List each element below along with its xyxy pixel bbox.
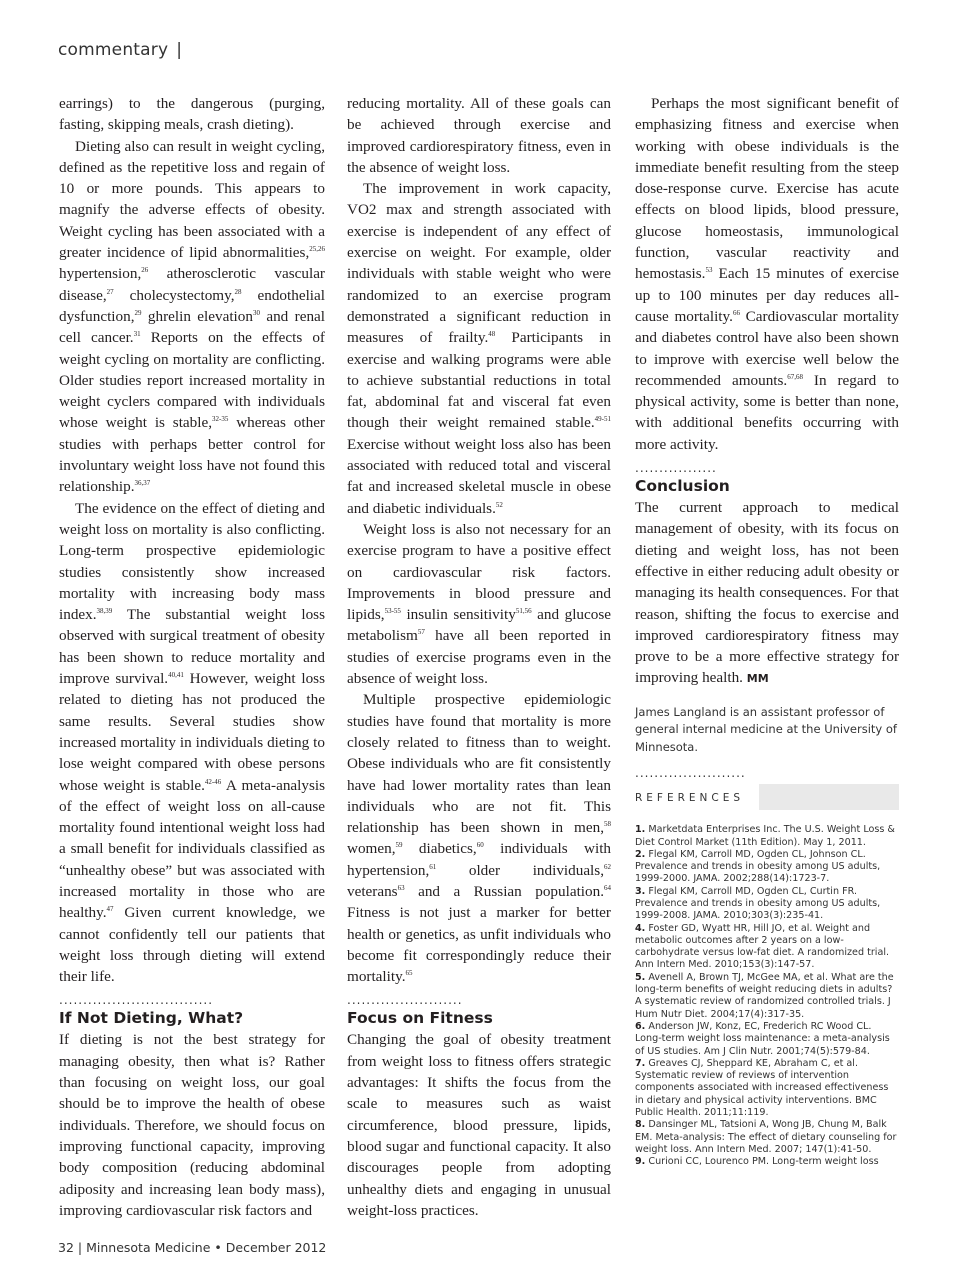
section-heading: Focus on Fitness <box>347 1009 493 1028</box>
paragraph: If dieting is not the best strategy for managing obesity, then what is? Rather than focusing on weight loss, our goal should be to improve the health of obese individuals. Therefore, we should focus on improving functional capacity, improving body composition (reducing abdominal adiposity and increasing lean body mass), improving cardiovascular risk factors and <box>59 1031 325 1219</box>
citation: 65 <box>405 969 413 978</box>
citation: 40,41 <box>168 671 184 680</box>
reference-text: Anderson JW, Konz, EC, Frederich RC Wood CL. Long-term weight loss maintenance: a meta-analysis of US studies. Am J Clin Nutr. 2001;74(5):579-84. <box>635 1020 890 1057</box>
reference-item <box>635 824 899 849</box>
citation: 58 <box>604 820 611 829</box>
footer-bullet: • <box>214 1240 222 1255</box>
reference-item <box>635 1058 899 1119</box>
citation: 67,68 <box>787 372 803 381</box>
citation: 61 <box>429 862 437 871</box>
column-3 <box>635 93 899 1169</box>
citation: 53-55 <box>384 607 401 616</box>
citation: 27 <box>106 287 114 296</box>
page-number: 32 <box>58 1240 74 1255</box>
page-header <box>58 40 182 60</box>
reference-number: 7. <box>635 1057 646 1069</box>
reference-item <box>635 1021 899 1058</box>
section-label: commentary <box>58 40 169 60</box>
reference-number: 1. <box>635 824 646 836</box>
citation: 48 <box>488 330 496 339</box>
citation: 57 <box>417 628 425 637</box>
citation: 30 <box>252 308 260 317</box>
paragraph: The evidence on the effect of dieting and weight loss on mortality is also conflicting. Long-term prospective epidemiologic studies consistently show increased mortality with increasing body mass index.$^{38,39}$ The substantial weight loss observed with surgical treatment of obesity has been shown to reduce mortality and improve survival.$^{40,41}$ However, weight loss related to dieting has not produced the same results. Several studies show increased mortality in individuals dieting to lose weight compared with obese persons whose weight is stable.$^{42-46}$ A meta-analysis of the effect of weight loss on all-cause mortality found intentional weight loss had a small benefit for individuals classified as “unhealthy obese” but was associated with increased mortality in those who are healthy.$^{47}$ Given current knowledge, we cannot confidently tell our patients that weight loss through dieting will extend their life. <box>59 499 326 986</box>
citation: 53 <box>705 266 713 275</box>
paragraph: The improvement in work capacity, VO2 max and strength associated with exercise is independent of any effect of exercise on weight. For example, older individuals with stable weight who were randomized to an exercise program demonstrated a significant reduction in measures of frailty.$^{48}$ Participants in exercise and walking programs were able to achieve substantial reductions in total fat, abdominal fat and visceral fat even though their weight remained stable.$^{49-51}$ Exercise without weight loss also has been associated with reduced total and visceral fat and increased skeletal muscle in obese and diabetic individuals.$^{52}$ <box>347 180 611 517</box>
citation: 36,37 <box>134 479 151 488</box>
reference-text: Flegal KM, Carroll MD, Ogden CL, Johnson CL. Prevalence and trends in obesity among US adults, 1999-2000. JAMA. 2002;288(14):1723-7. <box>635 848 881 885</box>
reference-text: Greaves CJ, Sheppard KE, Abraham C, et al. Systematic review of reviews of intervention components associated with increased effectiveness in dietary and physical activity interventions. BMC Public Health. 2011;11:119. <box>635 1057 889 1119</box>
column-1 <box>59 93 325 1221</box>
citation: 52 <box>495 500 503 509</box>
citation: 47 <box>106 905 114 914</box>
references-label: REFERENCES <box>635 784 759 810</box>
header-separator: | <box>176 40 183 60</box>
reference-text: Flegal KM, Carroll MD, Ogden CL, Curtin FR. Prevalence and trends in obesity among US adults, 1999-2008. JAMA. 2010;303(3):235-41. <box>635 885 881 922</box>
end-mark: MM <box>746 672 769 686</box>
citation: 63 <box>397 883 405 892</box>
paragraph: reducing mortality. All of these goals can be achieved through exercise and improved cardiorespiratory fitness, even in the absence of weight loss. <box>347 95 611 176</box>
author-bio: James Langland is an assistant professor of general internal medicine at the University of Minnesota. <box>635 704 897 754</box>
paragraph: The current approach to medical management of obesity, with its focus on dieting and weight loss, has not been effective in either reducing adult obesity or managing its health consequences. For that reason, shifting the focus to exercise and improved cardiorespiratory fitness may prove to be a more effective strategy for improving health. MM <box>635 499 899 687</box>
reference-item <box>635 923 899 972</box>
citation: 25,26 <box>309 245 325 254</box>
paragraph: Perhaps the most significant benefit of emphasizing fitness and exercise when working with obese individuals is the immediate benefit resulting from the steep dose-response curve. Exercise has acute effects on blood lipids, blood pressure, glucose homeostasis, immunological function, vascular reactivity and hemostasis.$^{53}$ Each 15 minutes of exercise up to 100 minutes per day reduces all-cause mortality.$^{66}$ Cardiovascular mortality and diabetes control have also been shown to improve with exercise well below the recommended amounts.$^{67,68}$ In regard to physical activity, some is better than none, with additional benefits occurring with more activity. <box>635 95 899 453</box>
references-list <box>635 824 899 1168</box>
reference-text: Avenell A, Brown TJ, McGee MA, et al. What are the long-term benefits of weight reducing diets in adults? A systematic review of randomized controlled trials. J Hum Nutr Diet. 2004;17(4):317-35. <box>635 971 894 1020</box>
citation: 51,56 <box>515 607 532 616</box>
section-divider: ................. <box>635 463 717 474</box>
section-divider: ................................ <box>59 995 214 1006</box>
paragraph: Weight loss is also not necessary for an exercise program to have a positive effect on cardiovascular risk factors. Improvements in blood pressure and lipids,$^{53-55}$ insulin sensitivity$^{51,56}$ and glucose metabolism$^{57}$ have all been reported in studies of exercise programs even in the absence of weight loss. <box>347 520 611 688</box>
reference-item <box>635 972 899 1021</box>
reference-number: 6. <box>635 1020 646 1032</box>
reference-text: Marketdata Enterprises Inc. The U.S. Weight Loss & Diet Control Market (11th Edition). May 1, 2011. <box>635 824 895 848</box>
page-footer <box>58 1240 326 1255</box>
citation: 66 <box>732 308 740 317</box>
reference-item <box>635 1119 899 1156</box>
section-heading: If Not Dieting, What? <box>59 1009 244 1028</box>
references-header <box>635 784 899 810</box>
reference-number: 5. <box>635 971 646 983</box>
citation: 42-46 <box>204 777 222 786</box>
citation: 32-35 <box>212 415 229 424</box>
footer-separator: | <box>77 1240 83 1255</box>
reference-text: Curioni CC, Lourenco PM. Long-term weight loss <box>645 1156 879 1168</box>
citation: 28 <box>234 287 242 296</box>
section-divider: ........................ <box>347 995 463 1006</box>
reference-text: Foster GD, Wyatt HR, Hill JO, et al. Weight and metabolic outcomes after 2 years on a low-carbohydrate versus low-fat diet. A randomized trial. Ann Intern Med. 2010;153(3):147-57. <box>635 922 890 971</box>
citation: 64 <box>604 883 611 892</box>
reference-number: 2. <box>635 848 646 860</box>
reference-number: 9. <box>635 1156 646 1168</box>
reference-number: 4. <box>635 922 646 934</box>
citation: 62 <box>604 862 611 871</box>
citation: 29 <box>134 308 142 317</box>
reference-text: Dansinger ML, Tatsioni A, Wong JB, Chung M, Balk EM. Meta-analysis: The effect of dietary counseling for weight loss. Ann Intern Med. 2007; 147(1):41-50. <box>635 1119 897 1155</box>
publication-name: Minnesota Medicine <box>86 1240 211 1255</box>
citation: 26 <box>141 266 149 275</box>
reference-number: 8. <box>635 1119 646 1131</box>
reference-item <box>635 886 899 923</box>
citation: 38,39 <box>96 607 113 616</box>
reference-number: 3. <box>635 885 646 897</box>
paragraph: Multiple prospective epidemiologic studies have found that mortality is more closely related to fitness than to weight. Obese individuals who are fit consistently have had lower mortality rates than lean individuals who are not fit. This relationship has been shown in men,$^{58}$ women,$^{59}$ diabetics,$^{60}$ individuals with hypertension,$^{61}$ older individuals,$^{62}$ veterans$^{63}$ and a Russian population.$^{64}$ Fitness is not just a marker for better health or genetics, as unfit individuals who become fit correspondingly reduce their mortality.$^{65}$ <box>347 691 612 986</box>
paragraph: earrings) to the dangerous (purging, fasting, skipping meals, crash dieting). <box>59 95 325 134</box>
citation: 59 <box>395 841 403 850</box>
section-divider: ....................... <box>635 768 746 779</box>
section-heading: Conclusion <box>635 477 730 496</box>
citation: 31 <box>133 330 141 339</box>
citation: 49-51 <box>594 415 611 424</box>
reference-item <box>635 849 899 886</box>
paragraph: Changing the goal of obesity treatment from weight loss to fitness offers strategic advantages: It shifts the focus from the scale to measures such as waist circumference, blood pressure, lipids, blood sugar and functional capacity. It also discourages people from adopting unhealthy diets and engaging in unusual weight-loss practices. <box>347 1031 611 1219</box>
citation: 60 <box>476 841 484 850</box>
paragraph: Dieting also can result in weight cycling, defined as the repetitive loss and regain of 10 or more pounds. This appears to magnify the adverse effects of obesity. Weight cycling has been associated with a greater incidence of lipid abnormalities,$^{25,26}$ hypertension,$^{26}$ atherosclerotic vascular disease,$^{27}$ cholecystectomy,$^{28}$ endothelial dysfunction,$^{29}$ ghrelin elevation$^{30}$ and renal cell cancer.$^{31}$ Reports on the effects of weight cycling on mortality are conflicting. Older studies report increased mortality in weight cyclers compared with individuals whose weight is stable,$^{32-35}$ whereas other studies with perhaps better control for involuntary weight loss have not found this relationship.$^{36,37}$ <box>59 137 326 496</box>
issue-date: December 2012 <box>225 1240 327 1255</box>
column-2 <box>347 93 611 1221</box>
reference-item <box>635 1156 899 1168</box>
